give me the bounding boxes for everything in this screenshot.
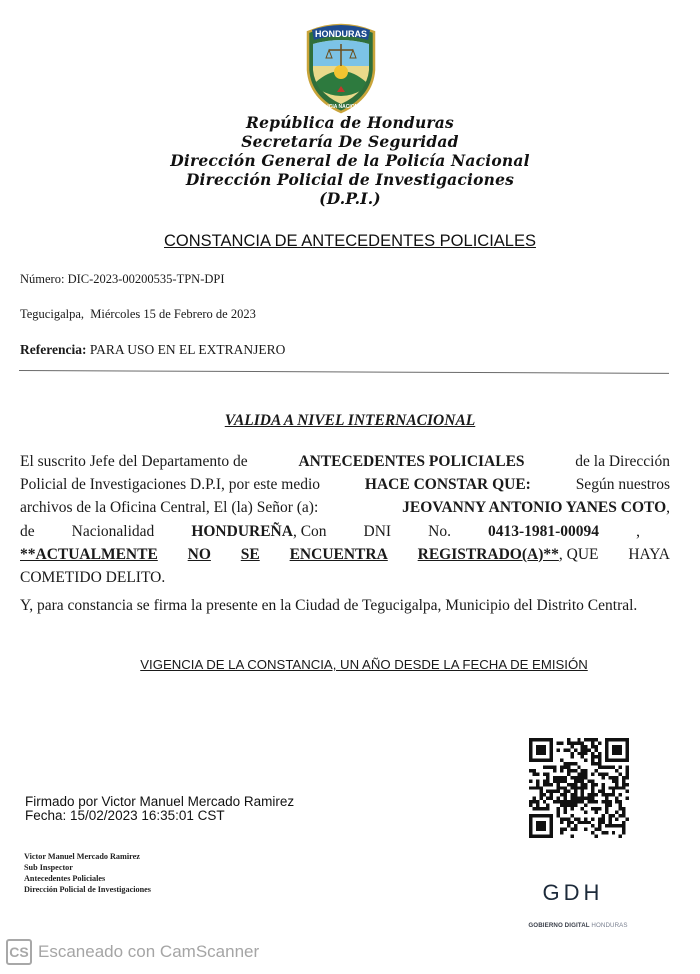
policia-nacional-badge-logo xyxy=(302,22,380,114)
header-line-direccion-policial: Dirección Policial de Investigaciones xyxy=(185,170,515,189)
badge-bottom-text: POLICIA NACIONAL xyxy=(317,104,365,110)
digital-signature xyxy=(25,795,294,823)
dni-value: 0413-1981-00094 xyxy=(487,522,600,540)
header-line-republica: República de Honduras xyxy=(246,113,454,132)
body-text: No. xyxy=(428,522,451,540)
document-title: CONSTANCIA DE ANTECEDENTES POLICIALES xyxy=(164,232,536,250)
body-bold-hace-constar: HACE CONSTAR QUE: xyxy=(364,476,531,494)
referencia-value: PARA USO EN EL EXTRANJERO xyxy=(89,342,286,357)
body-text: HAYA xyxy=(628,545,670,563)
place-date: Tegucigalpa, Miércoles 15 de Febrero de 2023 xyxy=(20,307,256,321)
status-word: **ACTUALMENTE xyxy=(20,545,158,563)
body-text: archivos de la Oficina Central, El (la) Señor (a): xyxy=(20,499,319,517)
camscanner-text: Escaneado con CamScanner xyxy=(38,942,260,961)
signature-block xyxy=(24,851,151,895)
camscanner-watermark xyxy=(6,939,259,965)
body-text: , Con xyxy=(292,522,327,540)
body-text: COMETIDO DELITO. xyxy=(20,569,166,587)
referencia-label: Referencia: xyxy=(20,342,87,357)
signer-rank: Sub Inspector xyxy=(24,863,73,872)
gdh-subtitle xyxy=(516,922,640,929)
body-punct: , xyxy=(636,522,640,540)
body-text: DNI xyxy=(363,522,392,540)
person-name: JEOVANNY ANTONIO YANES COTO xyxy=(402,499,667,517)
body-text: Nacionalidad xyxy=(71,522,155,540)
qr-code[interactable] xyxy=(527,738,631,838)
signer-name: Victor Manuel Mercado Ramirez xyxy=(24,852,140,861)
status-word: SE xyxy=(240,545,260,563)
header-line-dpi: (D.P.I.) xyxy=(319,189,381,208)
signed-date: Fecha: 15/02/2023 16:35:01 CST xyxy=(25,808,225,823)
gdh-subtitle-bold: GOBIERNO DIGITAL xyxy=(528,922,590,929)
gdh-logo: GDH xyxy=(542,880,604,905)
referencia-row xyxy=(20,342,285,358)
numero-label: Número: xyxy=(20,272,65,286)
header-line-secretaria: Secretaría De Seguridad xyxy=(241,132,459,151)
signer-department: Antecedentes Policiales xyxy=(24,874,106,883)
badge-top-text: HONDURAS xyxy=(314,29,368,39)
closing-paragraph: Y, para constancia se firma la presente en la Ciudad de Tegucigalpa, Municipio del Distrito Central. xyxy=(20,597,638,614)
status-word: REGISTRADO(A)** xyxy=(417,545,559,563)
numero-value: DIC-2023-00200535-TPN-DPI xyxy=(67,272,225,286)
nationality-value: HONDUREÑA xyxy=(191,522,293,540)
vigencia-note: VIGENCIA DE LA CONSTANCIA, UN AÑO DESDE LA FECHA DE EMISIÓN xyxy=(140,657,588,672)
body-text: de xyxy=(20,522,35,540)
body-text: de la Dirección xyxy=(575,453,670,470)
body-text: El suscrito Jefe del Departamento de xyxy=(20,453,248,470)
body-text: Policial de Investigaciones D.P.I, por este medio xyxy=(20,476,321,494)
header-line-direccion-general: Dirección General de la Policía Nacional xyxy=(170,151,530,170)
body-bold-antecedentes: ANTECEDENTES POLICIALES xyxy=(298,453,525,470)
camscanner-logo-icon: CS xyxy=(6,939,32,965)
body-text: Según nuestros xyxy=(575,476,670,494)
body-punct: , xyxy=(666,499,670,517)
signer-direction: Dirección Policial de Investigaciones xyxy=(24,885,151,894)
signed-by: Firmado por Victor Manuel Mercado Ramirez xyxy=(25,794,295,809)
status-word: ENCUENTRA xyxy=(289,545,388,563)
valida-heading: VALIDA A NIVEL INTERNACIONAL xyxy=(224,412,476,429)
gdh-subtitle-light: HONDURAS xyxy=(591,922,628,929)
status-word: NO xyxy=(187,545,211,563)
body-text: , QUE xyxy=(558,545,599,563)
numero-row xyxy=(20,272,225,287)
body-paragraph xyxy=(20,450,670,589)
divider-line xyxy=(19,370,669,374)
